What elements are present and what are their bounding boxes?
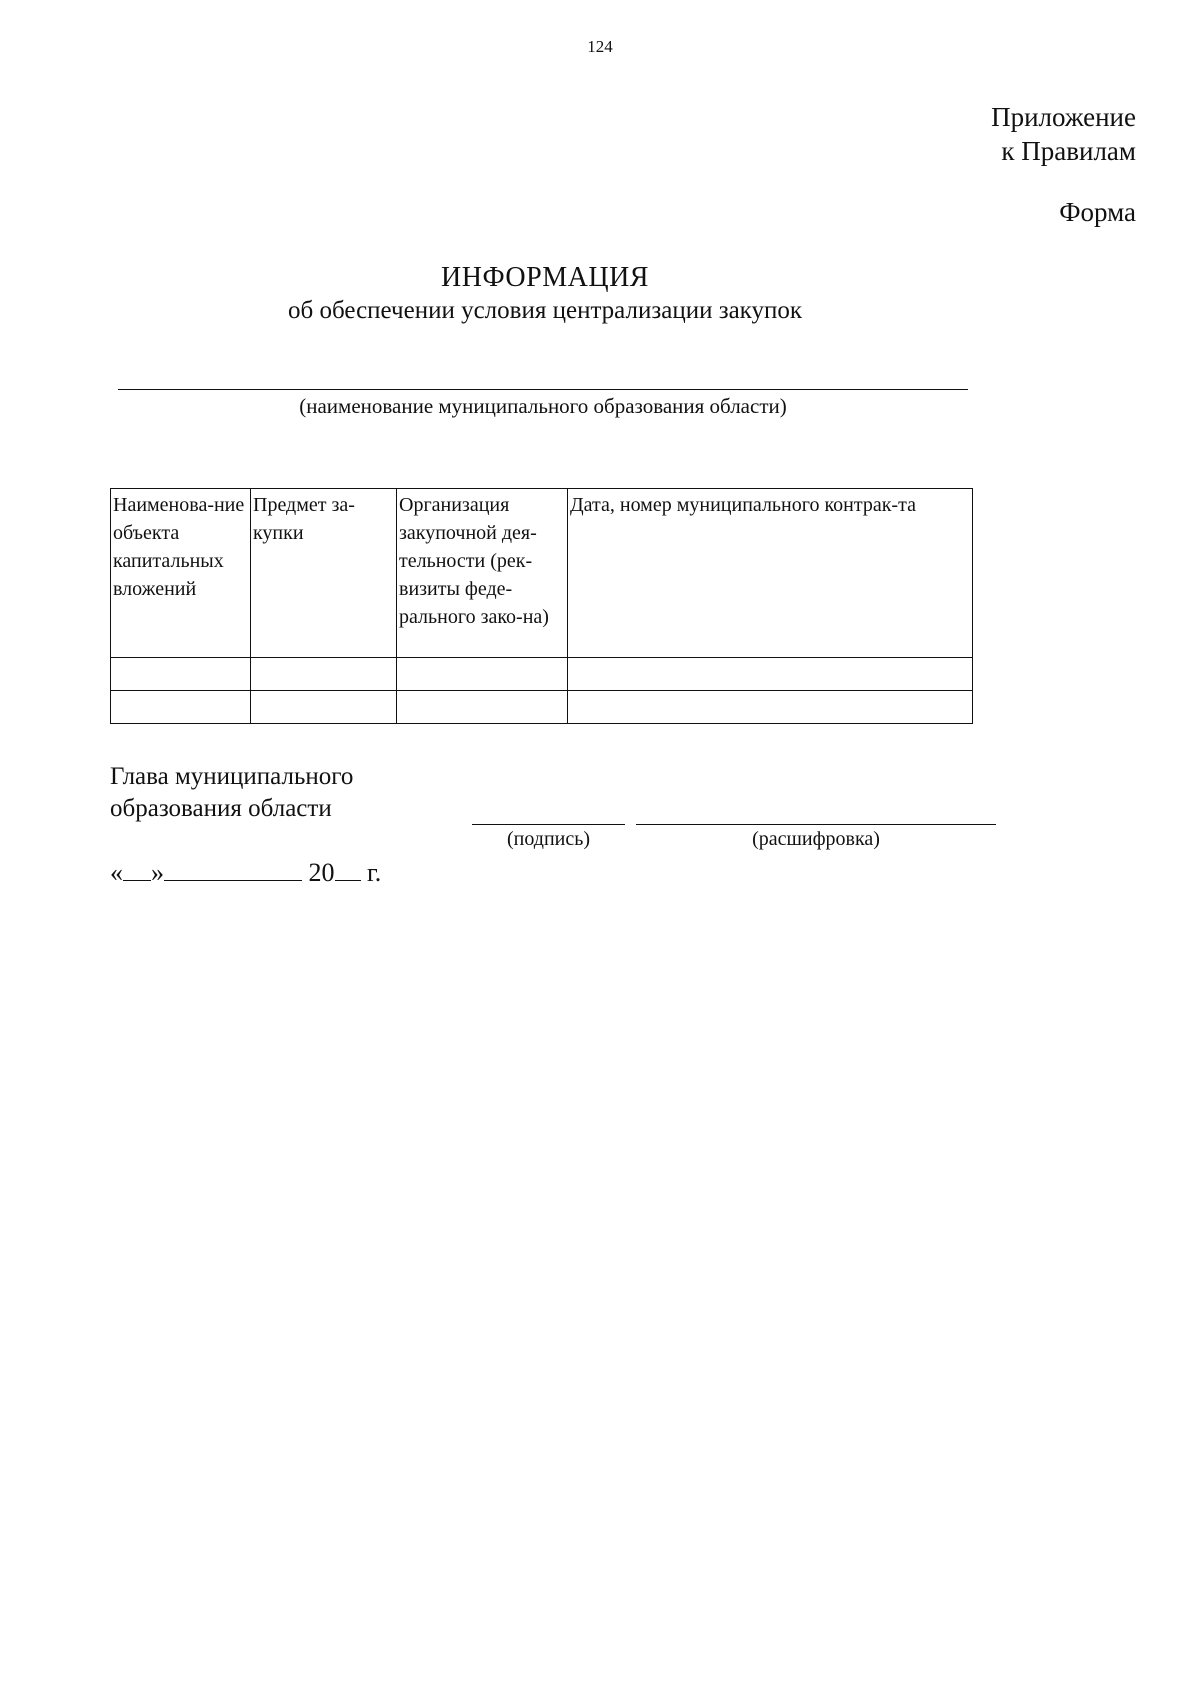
appendix-line-1: Приложение <box>991 102 1136 132</box>
municipality-name-caption: (наименование муниципального образования области) <box>299 394 787 418</box>
table-cell[interactable] <box>111 691 251 724</box>
appendix-line-2: к Правилам <box>1001 136 1136 166</box>
procurement-info-table <box>110 488 973 724</box>
table-row <box>111 691 973 724</box>
column-header-capital-object: Наименова-ние объекта капитальных вложений <box>111 489 251 658</box>
year-prefix: 20 <box>308 858 335 887</box>
close-quote: » <box>151 858 164 887</box>
page-number: 124 <box>587 37 613 56</box>
table-cell[interactable] <box>568 658 973 691</box>
day-field[interactable] <box>123 856 151 881</box>
year-suffix: г. <box>367 858 382 887</box>
signatory-title-line-2: образования области <box>110 795 332 822</box>
signatory-title-line-1: Глава муниципального <box>110 763 354 790</box>
month-field[interactable] <box>164 856 302 881</box>
column-header-procurement-subject: Предмет за-купки <box>251 489 397 658</box>
form-label: Форма <box>1059 197 1136 227</box>
appendix-note <box>991 100 1136 168</box>
column-header-procurement-organization: Организация закупочной дея-тельности (рек-визиты феде-рального зако-на) <box>397 489 568 658</box>
municipality-name-field[interactable] <box>118 389 968 390</box>
signature-field[interactable] <box>472 824 625 825</box>
table-header-row <box>111 489 973 658</box>
table-cell[interactable] <box>397 691 568 724</box>
document-subtitle: об обеспечении условия централизации закупок <box>288 297 802 324</box>
signature-decoding-field[interactable] <box>636 824 996 825</box>
table-cell[interactable] <box>397 658 568 691</box>
signature-caption: (подпись) <box>506 828 591 850</box>
decoding-caption: (расшифровка) <box>752 828 880 850</box>
open-quote: « <box>110 858 123 887</box>
column-header-contract-date-number: Дата, номер муниципального контрак-та <box>568 489 973 658</box>
table-cell[interactable] <box>251 691 397 724</box>
table-row <box>111 658 973 691</box>
document-title: ИНФОРМАЦИЯ <box>441 262 649 293</box>
date-line <box>110 856 381 888</box>
year-field[interactable] <box>335 856 361 881</box>
table-cell[interactable] <box>251 658 397 691</box>
table-cell[interactable] <box>111 658 251 691</box>
signatory-title <box>110 761 353 825</box>
table-cell[interactable] <box>568 691 973 724</box>
